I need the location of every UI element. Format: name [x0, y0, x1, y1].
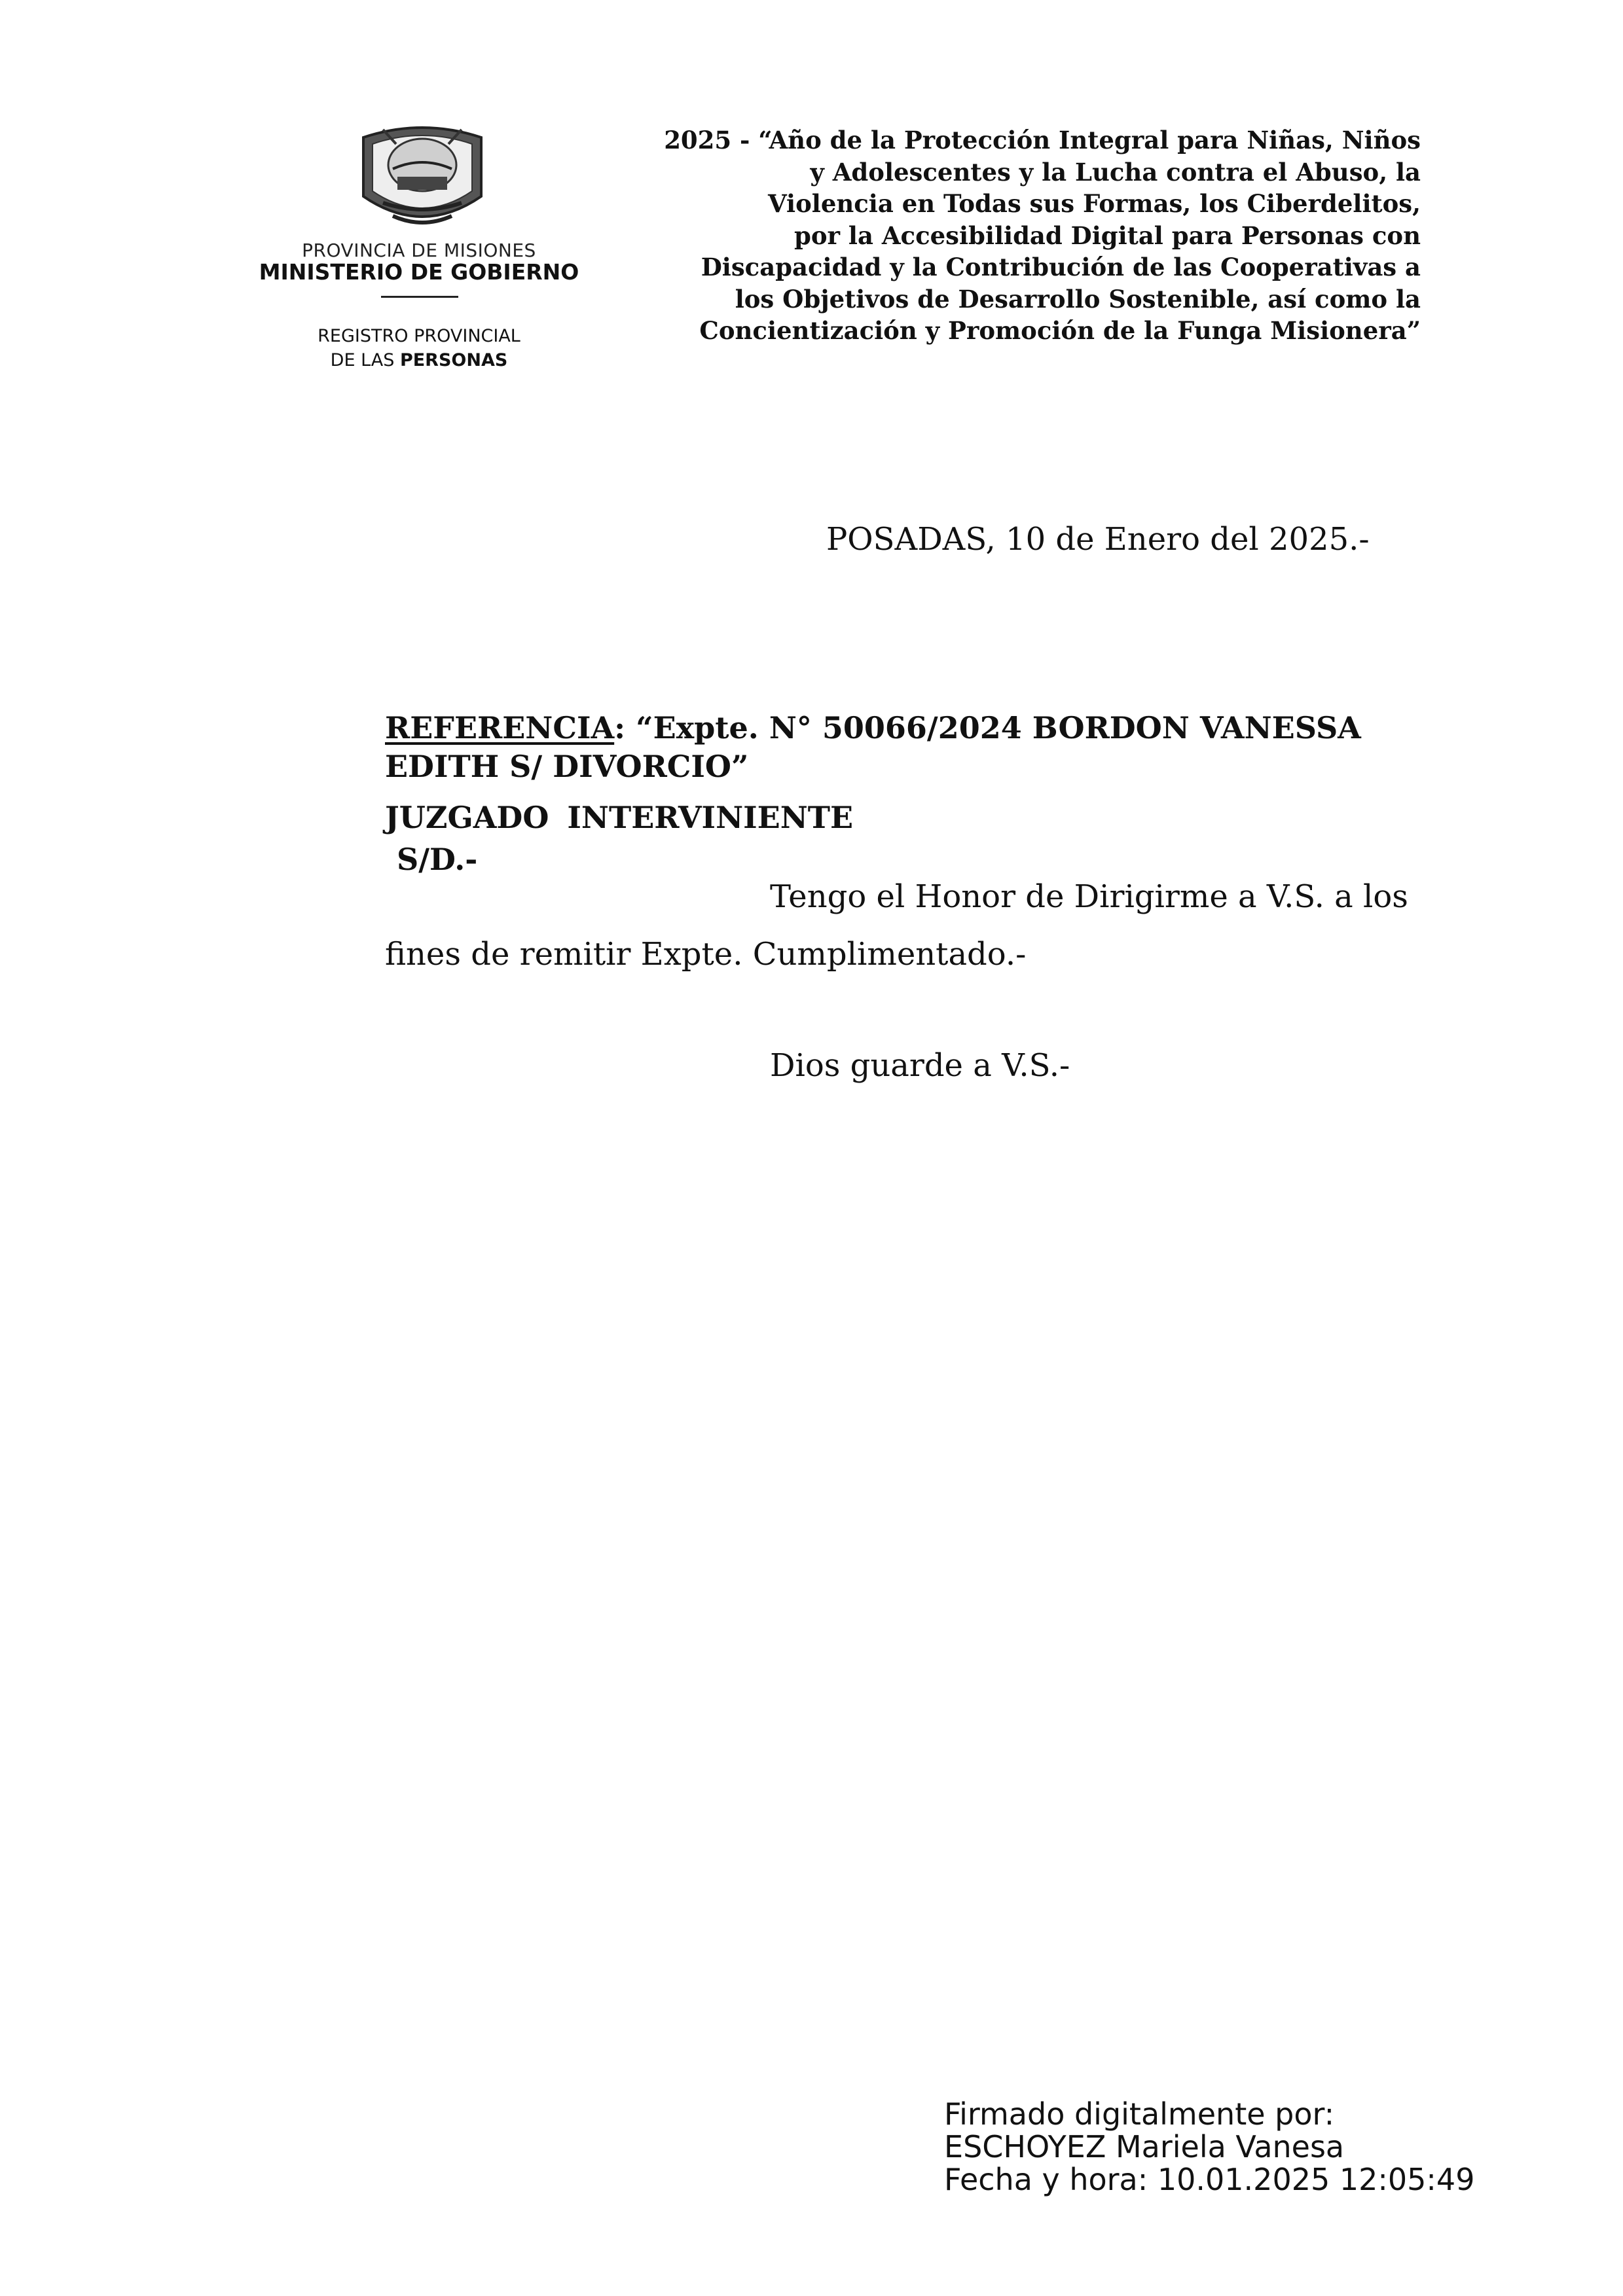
registry-name-line1: REGISTRO PROVINCIAL — [318, 326, 520, 346]
registry-bold-word: PERSONAS — [399, 350, 508, 370]
closing-line: Dios guarde a V.S.- — [770, 1047, 1070, 1084]
body-line2: fines de remitir Expte. Cumplimentado.- — [385, 936, 1027, 973]
motto-line: Violencia en Todas sus Formas, los Ciberdelitos, — [767, 189, 1421, 218]
province-name: PROVINCIA DE MISIONES — [302, 240, 536, 261]
reference-line1 — [385, 710, 1361, 745]
motto-line: Discapacidad y la Contribución de las Cooperativas a — [701, 253, 1421, 281]
motto-line: por la Accesibilidad Digital para Personas con — [794, 221, 1421, 250]
registry-prefix: DE LAS — [330, 350, 400, 370]
recipient: JUZGADO INTERVINIENTE — [385, 800, 854, 835]
provincial-seal — [357, 118, 488, 237]
reference-line2: EDITH S/ DIVORCIO” — [385, 749, 749, 784]
motto-line: y Adolescentes y la Lucha contra el Abuso, la — [810, 157, 1421, 187]
year-motto — [629, 124, 1421, 347]
reference-text: : “Expte. N° 50066/2024 BORDON VANESSA — [614, 710, 1361, 745]
motto-line: 2025 - “Año de la Protección Integral para Niñas, Niños — [664, 126, 1421, 154]
body-line1: Tengo el Honor de Dirigirme a V.S. a los — [770, 878, 1408, 915]
signature-signer: ESCHOYEZ Mariela Vanesa — [944, 2129, 1345, 2164]
letter-date: POSADAS, 10 de Enero del 2025.- — [826, 521, 1370, 558]
motto-line: Concientización y Promoción de la Funga Misionera” — [699, 316, 1421, 345]
motto-line: los Objetivos de Desarrollo Sostenible, así como la — [735, 284, 1421, 314]
digital-signature — [944, 2098, 1474, 2196]
ministry-divider — [381, 296, 458, 298]
ministry-name: MINISTERIO DE GOBIERNO — [259, 259, 579, 285]
signature-timestamp: Fecha y hora: 10.01.2025 12:05:49 — [944, 2162, 1475, 2197]
sd-abbreviation: S/D.- — [397, 842, 478, 877]
reference-label: REFERENCIA — [385, 710, 615, 745]
registry-name-line2 — [255, 350, 583, 370]
seal-emblem-icon — [357, 118, 488, 237]
signature-line1: Firmado digitalmente por: — [944, 2096, 1335, 2132]
